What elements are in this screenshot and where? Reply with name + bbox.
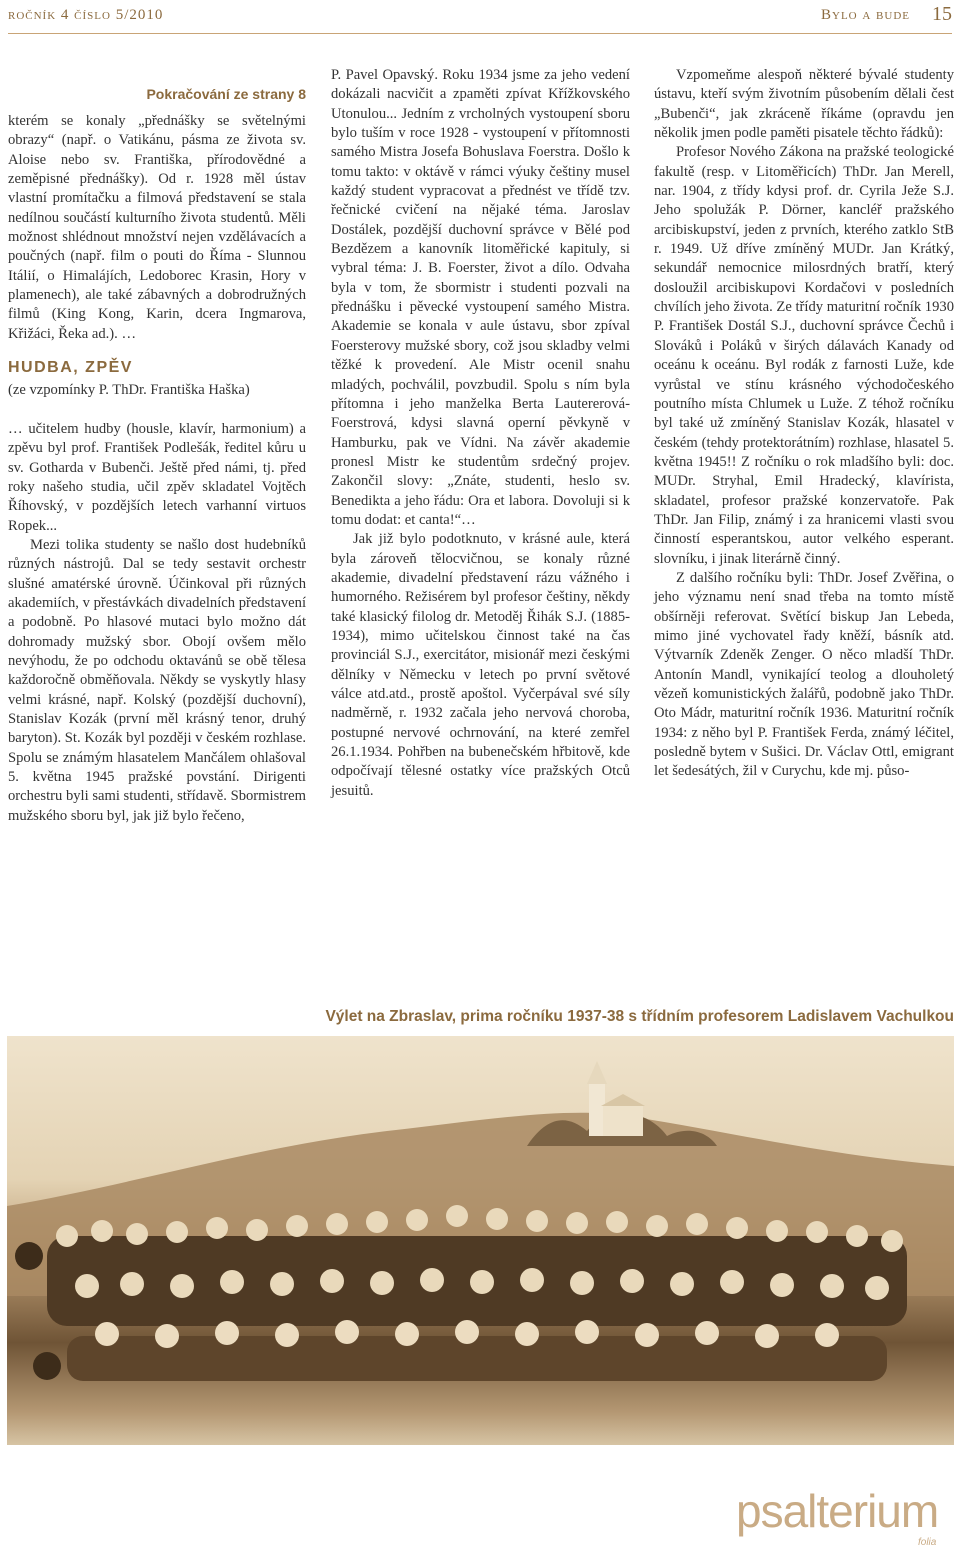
continuation-note: Pokračování ze strany 8 [146,86,306,102]
col2-paragraph-2: Jak již bylo podotknuto, v krásné aule, která byla zároveň tělocvičnou, se konaly různé akademie, divadelní představení rázu vážného i humorného. Režisérem byl profesor češtiny, někdy také klasický filolog dr. Metoděj Řihák S.J. (1885-1934), mimo učitelskou činnost také na čas provinciál S.J., exercitátor, misionář mezi českými dělníky v Německu v letech po první světové válce atd.atd., prostě apoštol. Vyčerpával své síly nadměrně, r. 1932 začala jeho nervová choroba, postupné nervové ochrnování, na které zemřel 26.1.1934. Pohřben na bubenečském hřbitově, kde odpočívají tělesné ostatky více pražských Otců jesuitů. [331,531,630,799]
section-subheading: (ze vzpomínky P. ThDr. Františka Haška) [8,382,250,399]
column-3 [654,66,954,782]
magazine-name: Bylo a bude [821,7,910,23]
col1-paragraph-2: … učitelem hudby (housle, klavír, harmonium) a zpěvu byl prof. František Podlešák, ředitel kůru u sv. Gotharda v Bubenči. Ještě před námi, tj. před roky našeho studia, učil zpěv skladatel Vojtěch Říhovský, v pozdějších letech varhanní virtuos Ropek... [8,420,306,534]
header-rule [8,33,952,34]
col3-paragraph-2: Profesor Nového Zákona na pražské teologické fakultě (resp. v Litoměřicích) ThDr. Jan Merell, nar. 1904, z třídy kdysi prof. dr. Cyrila Ježe S.J. Jeho spolužák P. Dörner, kancléř pražského arcibiskupství, jeden z prvních, kterého zatklo StB r. 1949. Už dříve zmíněný MUDr. Jan Krátký, sekundář nemocnice milosrdných bratří, který dosloužil arcibiskupovi Kordačovi v posledních chvílích jeho života. Ze třídy maturitní ročník 1930 P. František Dostál S.J., duchovní správce Čechů i Slováků i Poláků v širých dálavách Kanady od oceánu k oceánu. Byl rodák z farnosti Luže, kde vyrůstal ve stínu krásného východočeského poutního místa Chlumek u Luže. Z téhož ročníku byl také už zmíněný Stanislav Kozák, hlasatel v českém (tehdy protektorátním) rozhlase, hlasatel 5. května 1945!! Z ročníku o rok mladšího byli: doc. MUDr. Stryhal, Emil Hradecký, klavírista, skladatel, profesor pražské konzervatoře. Pak ThDr. Jan Filip, známý i za hranicemi vlasti svou činností esperantskou, autor velkého esperant. slovníku, i jinak literárně činný. [654,144,954,567]
issue-label: ročník 4 číslo 5/2010 [8,7,164,23]
psalterium-logo-sub: folia [918,1537,937,1548]
psalterium-logo: psalterium [736,1485,939,1537]
page-header [0,0,960,34]
col3-paragraph-3: Z dalšího ročníku byli: ThDr. Josef Zvěřina, o jeho významu není snad třeba na tomto místě obšírněji referovat. Světící biskup Jan Lebeda, mimo jiné vychovatel řady kněží, básník atd. Výtvarník Zdeněk Zenger. O něco mladší ThDr. Antonín Mandl, vynikající teolog a dlouholetý vězeň komunistických žalářů, podobně jako ThDr. Oto Mádr, maturitní ročník 1936. Maturitní ročník 1934: z něho byl P. František Ferda, známý léčitel, posledně bytem v Sušici. Dr. Václav Ottl, emigrant let šedesátých, žil v Curychu, kde mj. půso- [654,569,954,780]
col1-paragraph-3: Mezi tolika studenty se našlo dost hudebníků různých nástrojů. Dal se tedy sestavit orchestr slušné amatérské úrovně. Účinkoval při různých akademiích, v přestávkách divadelních představení a podobně. Po hlasové mutaci bylo možno dát dohromady mužský sbor. Obojí ovšem mělo nevýhodu, že po odchodu oktavánů se obě tělesa každoročně obměňovala. Někdy se vyskytly hlasy velmi krásné, např. Kolský (pozdější duchovní), Stanislav Kozák (první měl krásný tenor, druhý baryton). St. Kozák byl později v českém rozhlase. Spolu se známým hlasatelem Mančálem ohlašoval 5. května 1945 pražské povstání. Dirigenti orchestru byli sami studenti, střídavě. Sbormistrem mužského sboru byl, jak již bylo řečeno, [8,536,306,824]
column-2 [331,66,630,801]
photo-caption: Výlet na Zbraslav, prima ročníku 1937-38 s třídním profesorem Ladislavem Vachulkou [325,1008,954,1025]
group-photo [7,1036,954,1445]
col2-paragraph-1: P. Pavel Opavský. Roku 1934 jsme za jeho vedení dokázali nacvičit a zpaměti zpívat Křížkovského Utonulou... Jedním z vrcholných vystoupení sboru bylo tuším v roce 1928 - vystoupení v přítomnosti samého Mistra Josefa Bohuslava Foerstra. Došlo k tomu takto: v oktávě v rámci výuky češtiny musel každý student vypracovat a přednést ve třídě tzv. řečnické cvičení na nějaké téma. Jaroslav Dostálek, pozdější duchovní správce v Bělé pod Bezdězem a kanovník litoměřické kapituly, si vybral téma: J. B. Foerster, život a dílo. Odvaha byla v tom, že sbormistr i studenti pozvali na přednášku i pěvecké vystoupení samého Mistra. Akademie se konala v aule ústavu, sbor zpíval Foersterovy mužské sbory, což jsou skladby velmi těžké k provedení. Ale Mistr ocenil snahu mladých, pochválil, povzbudil. Spolu s ním byla přítomna i jeho manželka Berta Lautererová-Foerstrová, kdysi slavná operní pěvkyně v Hamburku, pak ve Vídni. Na závěr akademie pronesl Mistr ke studentům srdečný projev. Zakončil slovy: „Znáte, studenti, heslo sv. Benedikta a jeho řádu: Ora et labora. Dovoluji si k tomu dodat: et canta!“… [331,67,630,528]
col1-paragraph-1: kterém se konaly „přednášky se světelnými obrazy“ (např. o Vatikánu, pásma ze života sv. Aloise nebo sv. Františka, přírodovědné a zeměpisné přednášky). Od r. 1928 měl ústav vlastní promítačku a filmová představení se stala nedílnou součástí kulturního života studentů. Měli možnost shlédnout množství nejen vzdělávacích a poučných (např. film o pouti do Říma - Slunnou Itálií, o Himalájích, Ledoborec Krasin, Hory v plamenech), ale také zábavných a dobrodružných filmů (King Kong, Karin, dcera Ingmarova, Křižáci, Řeka ad.). … [8,113,306,342]
col3-paragraph-1: Vzpomeňme alespoň některé bývalé studenty ústavu, kteří svým životním působením dělali čest „Bubenči“, jak zkráceně říkáme (opravdu jen několik jmen podle paměti pisatele těchto řádků): [654,67,954,142]
column-1 [8,86,306,826]
group-photo-illustration [7,1036,954,1445]
page-number: 15 [932,3,952,25]
section-heading: HUDBA, ZPĚV [8,359,133,377]
